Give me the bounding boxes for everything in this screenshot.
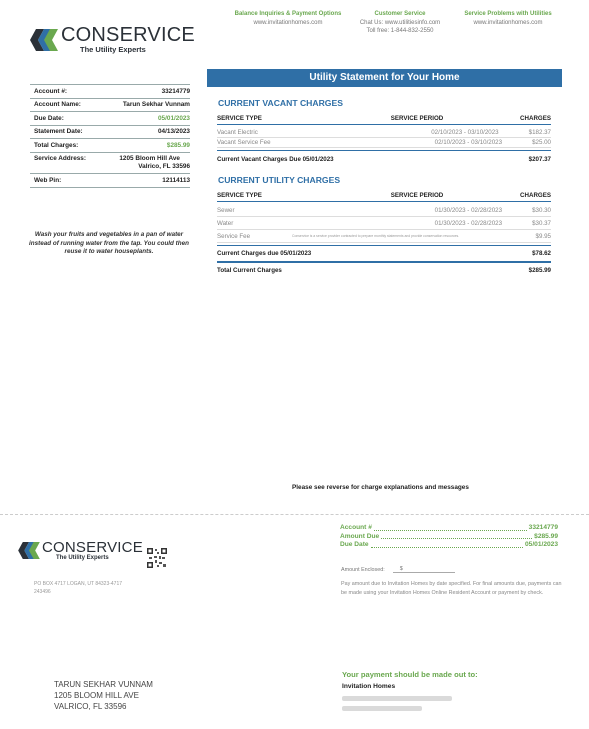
mailing-line2: VALRICO, FL 33596 [54, 702, 127, 711]
header-customer-service [350, 10, 450, 36]
charge: $9.95 [535, 233, 551, 240]
charge: $30.37 [532, 220, 551, 227]
table-row [217, 217, 551, 230]
header-col-title: Customer Service [374, 11, 426, 17]
account-number: 33214779 [161, 87, 190, 95]
utility-total-label: Current Charges due 05/01/2023 [217, 250, 312, 257]
col-service-type: SERVICE TYPE [217, 115, 262, 122]
service-type: Sewer [217, 207, 235, 214]
table-header [217, 114, 551, 125]
payable-to-title: Your payment should be made out to: [342, 670, 478, 679]
service-type: Vacant Service Fee [217, 139, 271, 146]
service-address-line2: Valrico, FL 33596 [138, 163, 190, 170]
col-service-period: SERVICE PERIOD [390, 115, 444, 122]
qr-code-icon [147, 548, 167, 568]
stub-row [340, 524, 558, 533]
reverse-note: Please see reverse for charge explanations and messages [292, 484, 469, 491]
charge: $25.00 [532, 139, 551, 146]
amount-enclosed-field[interactable] [393, 566, 455, 573]
utility-charges-table [217, 191, 551, 276]
account-name-label: Account Name: [34, 101, 81, 108]
remit-address [34, 581, 122, 596]
service-type: Service Fee [217, 233, 251, 240]
header-col-title: Balance Inquiries & Payment Options [234, 11, 342, 17]
service-period: 02/10/2023 - 03/10/2023 [431, 129, 499, 136]
payment-stub [340, 524, 558, 550]
conservice-logo [30, 25, 195, 54]
grand-total-row [217, 261, 551, 276]
header-service-problems [458, 10, 558, 27]
logo-wordmark: CONSERVICE [61, 24, 195, 46]
currency-symbol: $ [399, 566, 403, 572]
header-chat-link[interactable]: Chat Us: www.utilitiesinfo.com [359, 19, 441, 26]
account-row [30, 126, 190, 140]
stub-due-date-label: Due Date [340, 541, 369, 548]
charge: $182.37 [528, 129, 551, 136]
vacant-total-row [217, 150, 551, 167]
conservice-logo-mark-icon [30, 29, 58, 51]
service-type: Water [217, 220, 234, 227]
web-pin-label: Web Pin: [34, 176, 62, 184]
header-phone[interactable]: Toll free: 1-844-832-2550 [366, 28, 434, 34]
stub-due-date-value: 05/01/2023 [524, 541, 558, 548]
col-service-type: SERVICE TYPE [217, 192, 262, 199]
vacant-charges-table [217, 114, 551, 167]
amount-enclosed [341, 566, 455, 573]
account-label: Account #: [34, 87, 68, 95]
utility-statement [207, 69, 562, 276]
account-row [30, 153, 190, 175]
payable-to [342, 670, 562, 711]
stub-amount-due-value: $285.99 [534, 532, 558, 540]
account-row [30, 139, 190, 153]
stub-row [340, 533, 558, 542]
col-charges: CHARGES [520, 192, 551, 199]
service-period: 01/30/2023 - 02/28/2023 [434, 207, 503, 214]
service-address-line1: 1205 Bloom Hill Ave [119, 155, 180, 162]
total-charges-label: Total Charges: [34, 141, 79, 149]
header-col-title: Service Problems with Utilities [464, 11, 552, 17]
header-balance-inquiries [232, 10, 344, 27]
vacant-total-value: $207.37 [528, 156, 551, 163]
mailing-name: TARUN SEKHAR VUNNAM [54, 680, 153, 689]
service-fee-note: Conservice is a service provider contracted to prepare monthly statements and provide conservation resources. [292, 234, 460, 238]
stub-amount-due-label: Amount Due [340, 532, 380, 540]
statement-title: Utility Statement for Your Home [207, 69, 562, 87]
stub-account-label: Account # [340, 524, 372, 531]
utility-total-value: $78.62 [532, 250, 551, 257]
mailing-line1: 1205 BLOOM HILL AVE [54, 691, 139, 700]
stub-row [340, 541, 558, 550]
service-type: Vacant Electric [217, 129, 258, 136]
due-date-label: Due Date: [34, 114, 64, 122]
service-address-label: Service Address: [34, 155, 86, 162]
col-charges: CHARGES [520, 115, 551, 122]
account-row [30, 84, 190, 99]
due-date: 05/01/2023 [158, 114, 190, 122]
service-period: 01/30/2023 - 02/28/2023 [434, 220, 503, 227]
header-link[interactable]: www.invitationhomes.com [253, 19, 323, 26]
table-row [217, 138, 551, 148]
table-row [217, 230, 551, 243]
total-charges: $285.99 [166, 141, 190, 149]
payee-name: Invitation Homes [342, 683, 396, 690]
logo-wordmark: CONSERVICE [42, 539, 143, 556]
vacant-total-label: Current Vacant Charges Due 05/01/2023 [217, 156, 334, 163]
conservice-logo-mark-icon [18, 542, 40, 559]
utility-total-row [217, 245, 551, 261]
grand-total-label: Total Current Charges [217, 267, 282, 274]
col-service-period: SERVICE PERIOD [390, 192, 444, 199]
grand-total-value: $285.99 [528, 267, 551, 274]
service-period: 02/10/2023 - 03/10/2023 [434, 139, 503, 146]
charge: $30.30 [532, 207, 551, 214]
redacted-address [342, 706, 422, 711]
conservation-tip: Wash your fruits and vegetables in a pan of water instead of running water from the tap. You could then reuse it to water houseplants. [29, 231, 189, 255]
account-row [30, 99, 190, 113]
po-box: PO BOX 4717 LOGAN, UT 84323-4717 [34, 581, 123, 587]
stub-account-value: 33214779 [528, 524, 558, 531]
remit-code: 243496 [34, 588, 51, 595]
header-link[interactable]: www.invitationhomes.com [473, 19, 543, 26]
mailing-address [54, 679, 153, 712]
table-row [217, 205, 551, 217]
logo-tagline: The Utility Experts [56, 555, 109, 561]
perforation-line [0, 514, 589, 515]
table-row [217, 128, 551, 138]
statement-date: 04/13/2023 [158, 128, 190, 135]
account-row [30, 112, 190, 126]
account-name: Tarun Sekhar Vunnam [122, 101, 190, 108]
payment-instructions: Pay amount due to Invitation Homes by date specified. For final amounts due, payments can be made using your Invitation Homes Online Resident Account or payment by check. [341, 581, 562, 596]
redacted-address [342, 696, 452, 701]
conservice-logo-bottom [18, 540, 143, 561]
account-summary [30, 84, 190, 188]
account-row [30, 174, 190, 188]
logo-tagline: The Utility Experts [80, 45, 146, 54]
statement-date-label: Statement Date: [34, 128, 83, 135]
vacant-charges-title: CURRENT VACANT CHARGES [218, 98, 343, 108]
amount-enclosed-label: Amount Enclosed: [341, 566, 385, 573]
table-header [217, 191, 551, 202]
web-pin: 12114113 [162, 176, 190, 184]
utility-charges-title: CURRENT UTILITY CHARGES [218, 175, 341, 185]
